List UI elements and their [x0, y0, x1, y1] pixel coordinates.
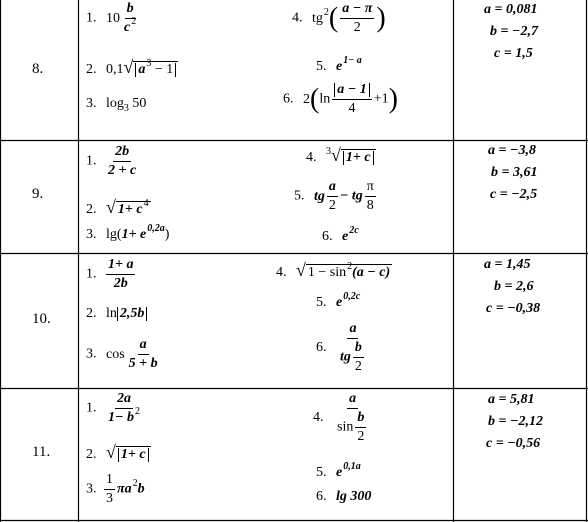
param-b: b = 2,6 — [494, 279, 534, 294]
formula-4: 4. a sin $\frac{b}{2}$ — [313, 391, 365, 444]
formula-3: 3. $\log_3 50$ — [86, 96, 147, 114]
formula-3: 3. cos $\frac{a}{5 + b}$ — [86, 337, 158, 371]
param-c: c = −0,38 — [486, 301, 541, 316]
param-b: b = −2,7 — [490, 24, 538, 39]
param-b: b = −2,12 — [488, 414, 543, 429]
param-c: c = 1,5 — [494, 46, 533, 61]
param-c: c = −2,5 — [490, 187, 538, 202]
formula-5: 5. $e^{1- a}$ — [316, 55, 362, 74]
formula-2: 2. ln 2,5b — [86, 307, 147, 321]
formula-6: 6. a tg $\frac{b}{2}$ — [316, 321, 362, 374]
param-c: c = −0,56 — [486, 436, 541, 451]
formula-2: 2. 0,1√ $a^3 - 1$ — [86, 58, 178, 77]
row-number: 8. — [32, 61, 44, 77]
formula-4: 4. $^3$√ 1+ c — [306, 146, 376, 165]
formula-3: 3. $\lg(1+ e^{0,2a})$ — [86, 223, 170, 242]
formula-1: 1. $\frac{2b}{2 + c}$ — [86, 144, 137, 178]
formula-1: 1. 10 $\frac{b}{c^2}$ — [86, 1, 137, 35]
formula-5: 5. tg $\frac{a}{2}$ − tg $\frac{\pi}{8}$ — [294, 179, 374, 213]
row-number: 9. — [32, 186, 44, 202]
formula-4: 4. √ $1 - \sin^2(a - c)$ — [276, 260, 391, 280]
param-b: b = 3,61 — [491, 165, 538, 180]
row-number: 10. — [32, 311, 51, 327]
formula-4: 4. $tg^2$( $\frac{a - \pi}{2}$ ) — [292, 1, 386, 35]
param-a: a = −3,8 — [488, 143, 536, 158]
formula-1: 1. $\frac{2a}{1- b^2}$ — [86, 391, 140, 425]
param-a: a = 5,81 — [488, 392, 535, 407]
formula-5: 5. $e^{0,2c}$ — [316, 291, 361, 310]
formula-5: 5. $e^{0,1a}$ — [316, 461, 361, 480]
formula-2: 2. √ 1+ c — [86, 443, 151, 462]
formula-6: 6. lg 300 — [316, 489, 372, 504]
formula-1: 1. $\frac{1+ a}{2b}$ — [86, 257, 134, 291]
param-a: a = 0,081 — [484, 2, 538, 17]
formula-2: 2. √ $1+ c^4$ — [86, 197, 149, 217]
formula-6: 6. $e^{2c}$ — [322, 225, 359, 244]
formula-6: 6. 2(ln $\frac{a - 1}{4}$ +1) — [283, 82, 398, 116]
formula-3: 3. $\frac{1}{3}$ $\pi a^2b$ — [86, 472, 145, 506]
row-number: 11. — [32, 444, 51, 460]
param-a: a = 1,45 — [484, 257, 531, 272]
